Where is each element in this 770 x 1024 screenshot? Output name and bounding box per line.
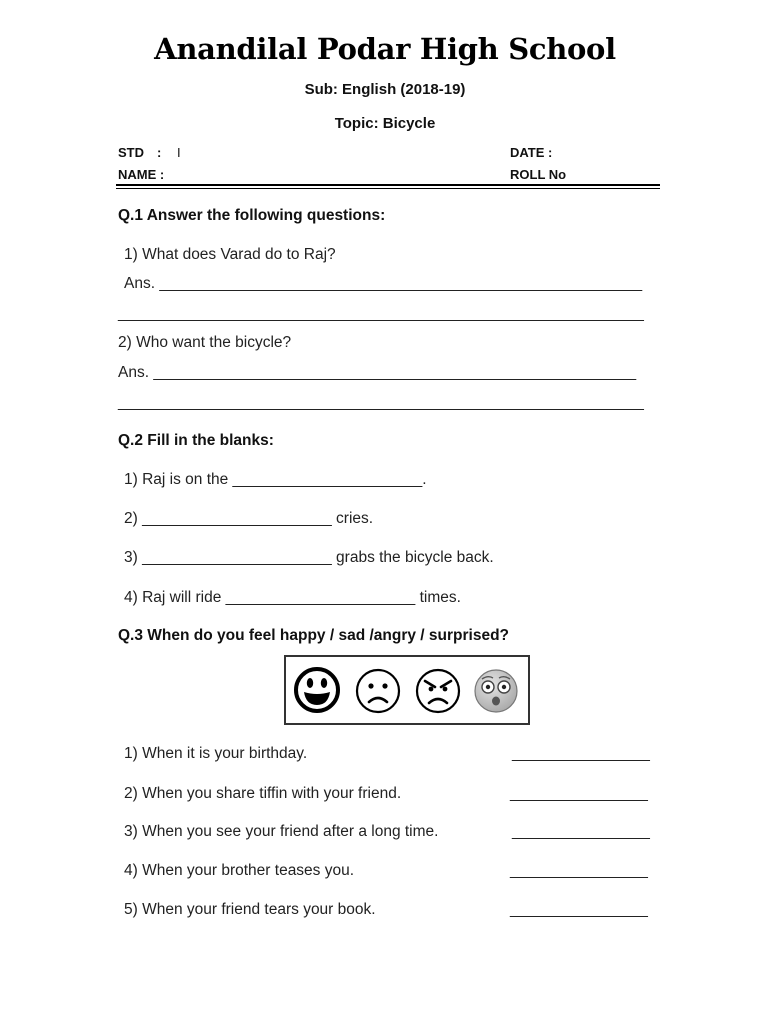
std-separator: : xyxy=(157,145,162,160)
q1-answer-2: Ans. ________________________________________________________ xyxy=(118,364,637,381)
q2-blank-3: 3) ______________________ grabs the bicycle back. xyxy=(124,549,494,566)
q2-blank-1: 1) Raj is on the ______________________. xyxy=(124,471,427,488)
topic-line: Topic: Bicycle xyxy=(334,115,436,132)
q1-question-2: 2) Who want the bicycle? xyxy=(118,334,292,351)
date-label: DATE : xyxy=(510,145,553,160)
angry-face-icon xyxy=(414,667,462,715)
q1-answer-1: Ans. ________________________________________________________ xyxy=(124,275,643,292)
school-title: Anandilal Podar High School xyxy=(154,32,616,66)
q2-blank-4: 4) Raj will ride ______________________ times. xyxy=(124,589,461,606)
q2-blank-2: 2) ______________________ cries. xyxy=(124,510,374,527)
q3-blank-5: ________________ xyxy=(510,901,648,918)
sad-face-icon xyxy=(354,667,402,715)
emotion-faces-box xyxy=(284,655,530,725)
q3-item-4: 4) When your brother teases you. xyxy=(124,862,355,879)
q3-item-2: 2) When you share tiffin with your friend. xyxy=(124,785,402,802)
surprised-face-icon xyxy=(472,667,520,715)
q3-item-3: 3) When you see your friend after a long time. xyxy=(124,823,439,840)
q3-heading: Q.3 When do you feel happy / sad /angry / surprised? xyxy=(118,627,510,644)
q1-heading: Q.1 Answer the following questions: xyxy=(118,207,386,224)
q3-item-1: 1) When it is your birthday. xyxy=(124,745,308,762)
q1-question-1: 1) What does Varad do to Raj? xyxy=(124,246,336,263)
q2-heading: Q.2 Fill in the blanks: xyxy=(118,432,274,449)
std-value: I xyxy=(177,145,181,160)
roll-label: ROLL No xyxy=(510,167,567,182)
q1-answer-1-line-2: _____________________________________________________________ xyxy=(118,305,644,322)
std-label: STD xyxy=(118,145,144,160)
q3-blank-2: ________________ xyxy=(510,785,648,802)
q3-blank-3: ________________ xyxy=(512,823,650,840)
q3-blank-4: ________________ xyxy=(510,862,648,879)
q3-item-5: 5) When your friend tears your book. xyxy=(124,901,376,918)
happy-face-icon xyxy=(292,665,342,715)
q1-answer-2-line-2: _____________________________________________________________ xyxy=(118,394,644,411)
subject-line: Sub: English (2018-19) xyxy=(304,81,466,98)
q3-blank-1: ________________ xyxy=(512,745,650,762)
header-divider-thin xyxy=(116,188,660,189)
header-divider xyxy=(116,184,660,186)
name-label: NAME : xyxy=(118,167,165,182)
